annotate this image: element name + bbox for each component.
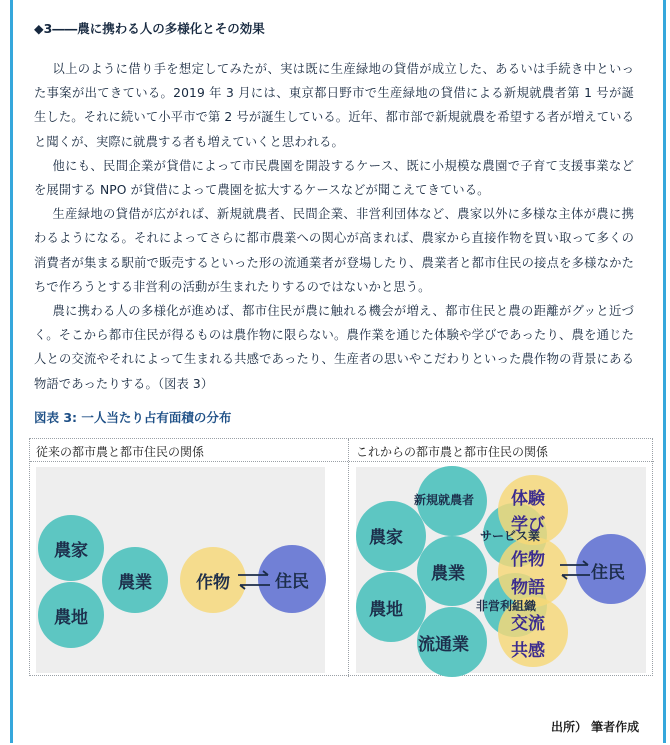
source-note: 出所） 筆者作成 — [551, 720, 640, 734]
empathy-label: 共感 — [511, 641, 545, 661]
story-label: 物語 — [511, 578, 545, 598]
crops-label: 作物 — [196, 572, 230, 593]
farming-circle — [102, 547, 168, 613]
panel-divider — [348, 439, 349, 677]
farming-label-right: 農業 — [431, 564, 465, 584]
right-panel-title: これからの都市農と都市住民の関係 — [356, 445, 549, 459]
farming-label: 農業 — [118, 572, 152, 593]
paragraph: 他にも、民間企業が貸借によって市民農園を開設するケース、既に小規模な農園で子育て支援事業などを展開する NPO が貸借によって農園を拡大するケースなどが聞こえてきている。 — [34, 158, 634, 198]
farmer-label-right: 農家 — [369, 528, 403, 548]
experience-label: 体験 — [511, 489, 545, 509]
exchange-label: 交流 — [511, 614, 545, 634]
figure-box — [29, 438, 653, 676]
paragraph: 農に携わる人の多様化が進めば、都市住民が農に触れる機会が増え、都市住民と農の距離がグッと近づく。そこから都市住民が得るものは農作物に限らない。農作業を通じた体験や学びであったり、農を通じた人との交流やそれによって生まれる共感であったり、生産者の思いやこだわりといった農作物の背景にある物語であったりする。（図表 3） — [34, 304, 634, 391]
new-farmers-label: 新規就農者 — [414, 493, 475, 507]
residents-label-right: 住民 — [591, 563, 625, 583]
farmer-label: 農家 — [54, 540, 88, 561]
farmland-label: 農地 — [54, 607, 88, 628]
residents-label: 住民 — [275, 571, 309, 592]
nonprofit-label: 非営利組織 — [476, 599, 537, 613]
crops-label-right: 作物 — [511, 550, 545, 570]
paragraph: 生産緑地の貸借が広がれば、新規就農者、民間企業、非営利団体など、農家以外に多様な主体が農に携わるようになる。それによってさらに都市農業への関心が高まれば、農家から直接作物を買い取って多くの消費者が集まる駅前で販売するといった形の流通業者が登場したり、農業者と都市住民の接点を多様なかたちで作ろうとする非営利の活動が生まれたりするのではないかと思う。 — [34, 207, 634, 294]
figure-caption: 図表 3: 一人当たり占有面積の分布 — [34, 410, 232, 425]
section-heading: ◆3――農に携わる人の多様化とその効果 — [34, 21, 265, 36]
farmland-label-right: 農地 — [369, 600, 403, 620]
service-label: サービス業 — [480, 529, 541, 543]
body-text — [34, 57, 634, 396]
exchange-arrows-icon — [558, 558, 592, 582]
learning-label: 学び — [511, 515, 545, 535]
farmer-circle — [38, 515, 104, 581]
farmland-circle — [38, 582, 104, 648]
paragraph: 以上のように借り手を想定してみたが、実は既に生産緑地の貸借が成立した、あるいは手続き中といった事案が出てきている。2019 年 3 月には、東京都日野市で生産緑地の貸借による新規就農者第 1 号が誕生した。それに続いて小平市で第 2 号が誕生している。近年、都市部で新規就農を希望する者が増えていると聞くが、実際に就農する者も増えていくと思われる。 — [34, 62, 634, 149]
exchange-arrows-icon — [236, 568, 272, 592]
distribution-label: 流通業 — [418, 635, 469, 655]
left-panel-title: 従来の都市農と都市住民の関係 — [36, 445, 205, 459]
title-divider — [30, 461, 654, 462]
